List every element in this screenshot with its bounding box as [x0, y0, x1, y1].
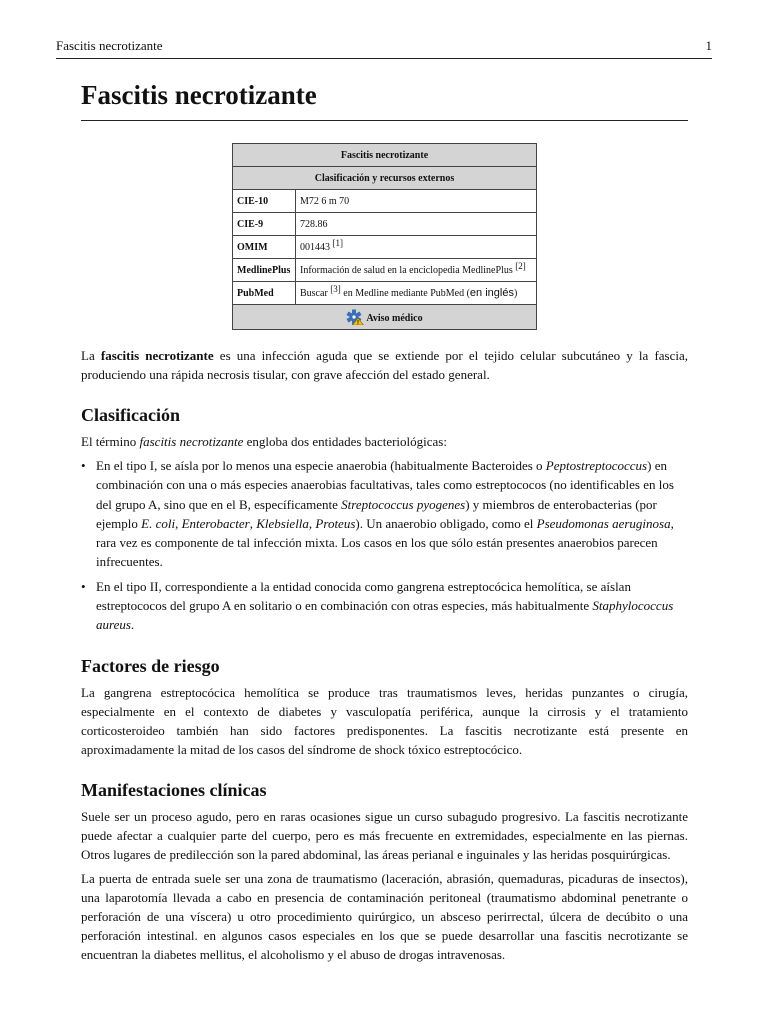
infobox-subtitle: Clasificación y recursos externos	[233, 167, 537, 190]
infobox	[232, 143, 537, 330]
species-name: Staphylococcus aureus	[96, 598, 674, 633]
running-title: Fascitis necrotizante	[56, 38, 163, 53]
article-body	[81, 78, 688, 969]
separator: ,	[175, 515, 179, 531]
infobox-value-cie9[interactable]: 728.86	[296, 213, 537, 236]
list-item	[81, 577, 688, 635]
factores-paragraph: La gangrena estreptocócica hemolítica se produce tras traumatismos leves, heridas punzantes o cirugía, especialmente en el contexto de diabetes y vasculopatía periférica, aunque la cirrosis y el tratamiento corticosteroideo también han sido factores predisponentes. La fascitis necrotizante está presente en aproximadamente la mitad de los casos del síndrome de shock tóxico estreptocócico.	[81, 684, 688, 757]
manifestaciones-paragraph-2: La puerta de entrada suele ser una zona de traumatismo (laceración, abrasión, quemaduras, picaduras de insectos), una laparotomía llevada a cabo en presencia de contaminación peritoneal (traumatismo abdominal penetrante o perforación de una víscera) u otro procedimiento quirúrgico, un absceso perirrectal, úlcera de decúbito o una perforación intestinal. en algunos casos especiales en los que se puede desarrollar una fascitis necrotizante se encuentran la diabetes mellitus, el alcoholismo y el abuso de drogas intravenosas.	[81, 870, 688, 962]
intro-text: es una infección aguda que se extiende por el tejido celular subcutáneo y la fascia, produciendo una rápida necrosis tisular, con grave afección del estado general.	[81, 348, 689, 382]
manifestaciones-paragraph-1: Suele ser un proceso agudo, pero en raras ocasiones sigue un curso subagudo progresivo. La fascitis necrotizante puede afectar a cualquier parte del cuerpo, pero es más frecuente en extremidades, especialmente en las piernas. Otros lugares de predilección son la pared abdominal, las áreas perianal e inguinales y las heridas posquirúrgicas.	[81, 808, 688, 862]
text: ) y miembros de enterobacterias (por ejemplo	[96, 496, 657, 531]
separator: ,	[249, 515, 253, 531]
infobox-row	[233, 213, 537, 236]
infobox-row	[233, 190, 537, 213]
intro-text: La	[81, 348, 95, 363]
infobox-row	[233, 282, 537, 305]
species-name: E. coli	[141, 515, 176, 531]
intro-term: fascitis necrotizante	[100, 348, 214, 363]
species-name: Proteus	[315, 515, 356, 531]
text: ). Un anaerobio obligado, como el	[355, 515, 534, 531]
reference-2[interactable]: [2]	[515, 260, 526, 271]
section-heading-manifestaciones: Manifestaciones clínicas	[81, 779, 267, 800]
reference-1[interactable]: [1]	[332, 237, 343, 248]
running-header	[56, 38, 712, 59]
reference-3[interactable]: [3]	[330, 284, 341, 294]
page-number: 1	[705, 38, 712, 53]
text: , rara vez es componente de tal infección mixta. Los casos en los que sólo están presentes anaerobios parecen infrecuentes.	[96, 515, 674, 570]
section-heading-factores: Factores de riesgo	[81, 655, 220, 676]
infobox-title: Fascitis necrotizante	[233, 144, 537, 167]
species-name: Pseudomonas aeruginosa	[536, 515, 671, 531]
species-name: Enterobacter	[181, 515, 250, 531]
text: ) en combinación con una o más especies anaerobias facultativas, tales como estreptococos (no identificables en los del grupo A, sino que en el B, específicamente	[96, 458, 674, 512]
clasificacion-intro	[81, 432, 688, 451]
term: fascitis necrotizante	[139, 434, 244, 449]
omim-link[interactable]: 001443	[300, 241, 330, 253]
species-name: Streptococcus pyogenes	[341, 496, 466, 512]
infobox-value-pubmed	[296, 282, 537, 305]
infobox-label-pubmed: PubMed	[233, 282, 296, 305]
infobox-value-medlineplus	[296, 259, 537, 282]
pubmed-search-link[interactable]: Buscar	[300, 288, 328, 299]
medical-star-icon	[346, 309, 364, 325]
infobox-label-medlineplus: MedlinePlus	[233, 259, 296, 282]
text: engloba dos entidades bacteriológicas:	[246, 434, 447, 449]
infobox-row	[233, 259, 537, 282]
text: En el tipo II, correspondiente a la entidad conocida como gangrena estreptocócica hemolítica, se aíslan estreptococos del grupo A en solitario o en combinación con otras especies, más habitualmente	[96, 578, 631, 614]
bullet-icon: •	[81, 578, 86, 594]
infobox-row	[233, 236, 537, 259]
species-name: Peptostreptococcus	[545, 458, 648, 473]
page-title: Fascitis necrotizante	[81, 78, 688, 121]
intro-paragraph	[81, 346, 688, 384]
medical-disclaimer-label: Aviso médico	[366, 313, 423, 324]
infobox-label-cie9: CIE-9	[233, 213, 296, 236]
text: El término	[81, 434, 137, 449]
separator: ,	[308, 515, 313, 531]
bullet-list	[81, 456, 688, 635]
infobox-label-cie10: CIE-10	[233, 190, 296, 213]
language-label: en inglés	[469, 287, 514, 299]
infobox-value-omim	[296, 236, 537, 259]
pubmed-text-end: )	[513, 288, 518, 299]
text: .	[130, 617, 135, 633]
list-item	[81, 456, 688, 572]
infobox-value-cie10[interactable]: M72 6 m 70	[296, 190, 537, 213]
text: En el tipo I, se aísla por lo menos una especie anaerobia (habitualmente Bacteroides o	[96, 458, 543, 473]
infobox-label-omim: OMIM	[233, 236, 296, 259]
bullet-icon: •	[81, 458, 86, 473]
pubmed-text: en Medline mediante PubMed (	[343, 288, 470, 299]
section-heading-clasificacion: Clasificación	[81, 405, 180, 425]
species-name: Klebsiella	[256, 515, 309, 531]
infobox-footer[interactable]	[233, 305, 537, 330]
medlineplus-link[interactable]: Información de salud en la enciclopedia MedlinePlus	[300, 264, 513, 276]
